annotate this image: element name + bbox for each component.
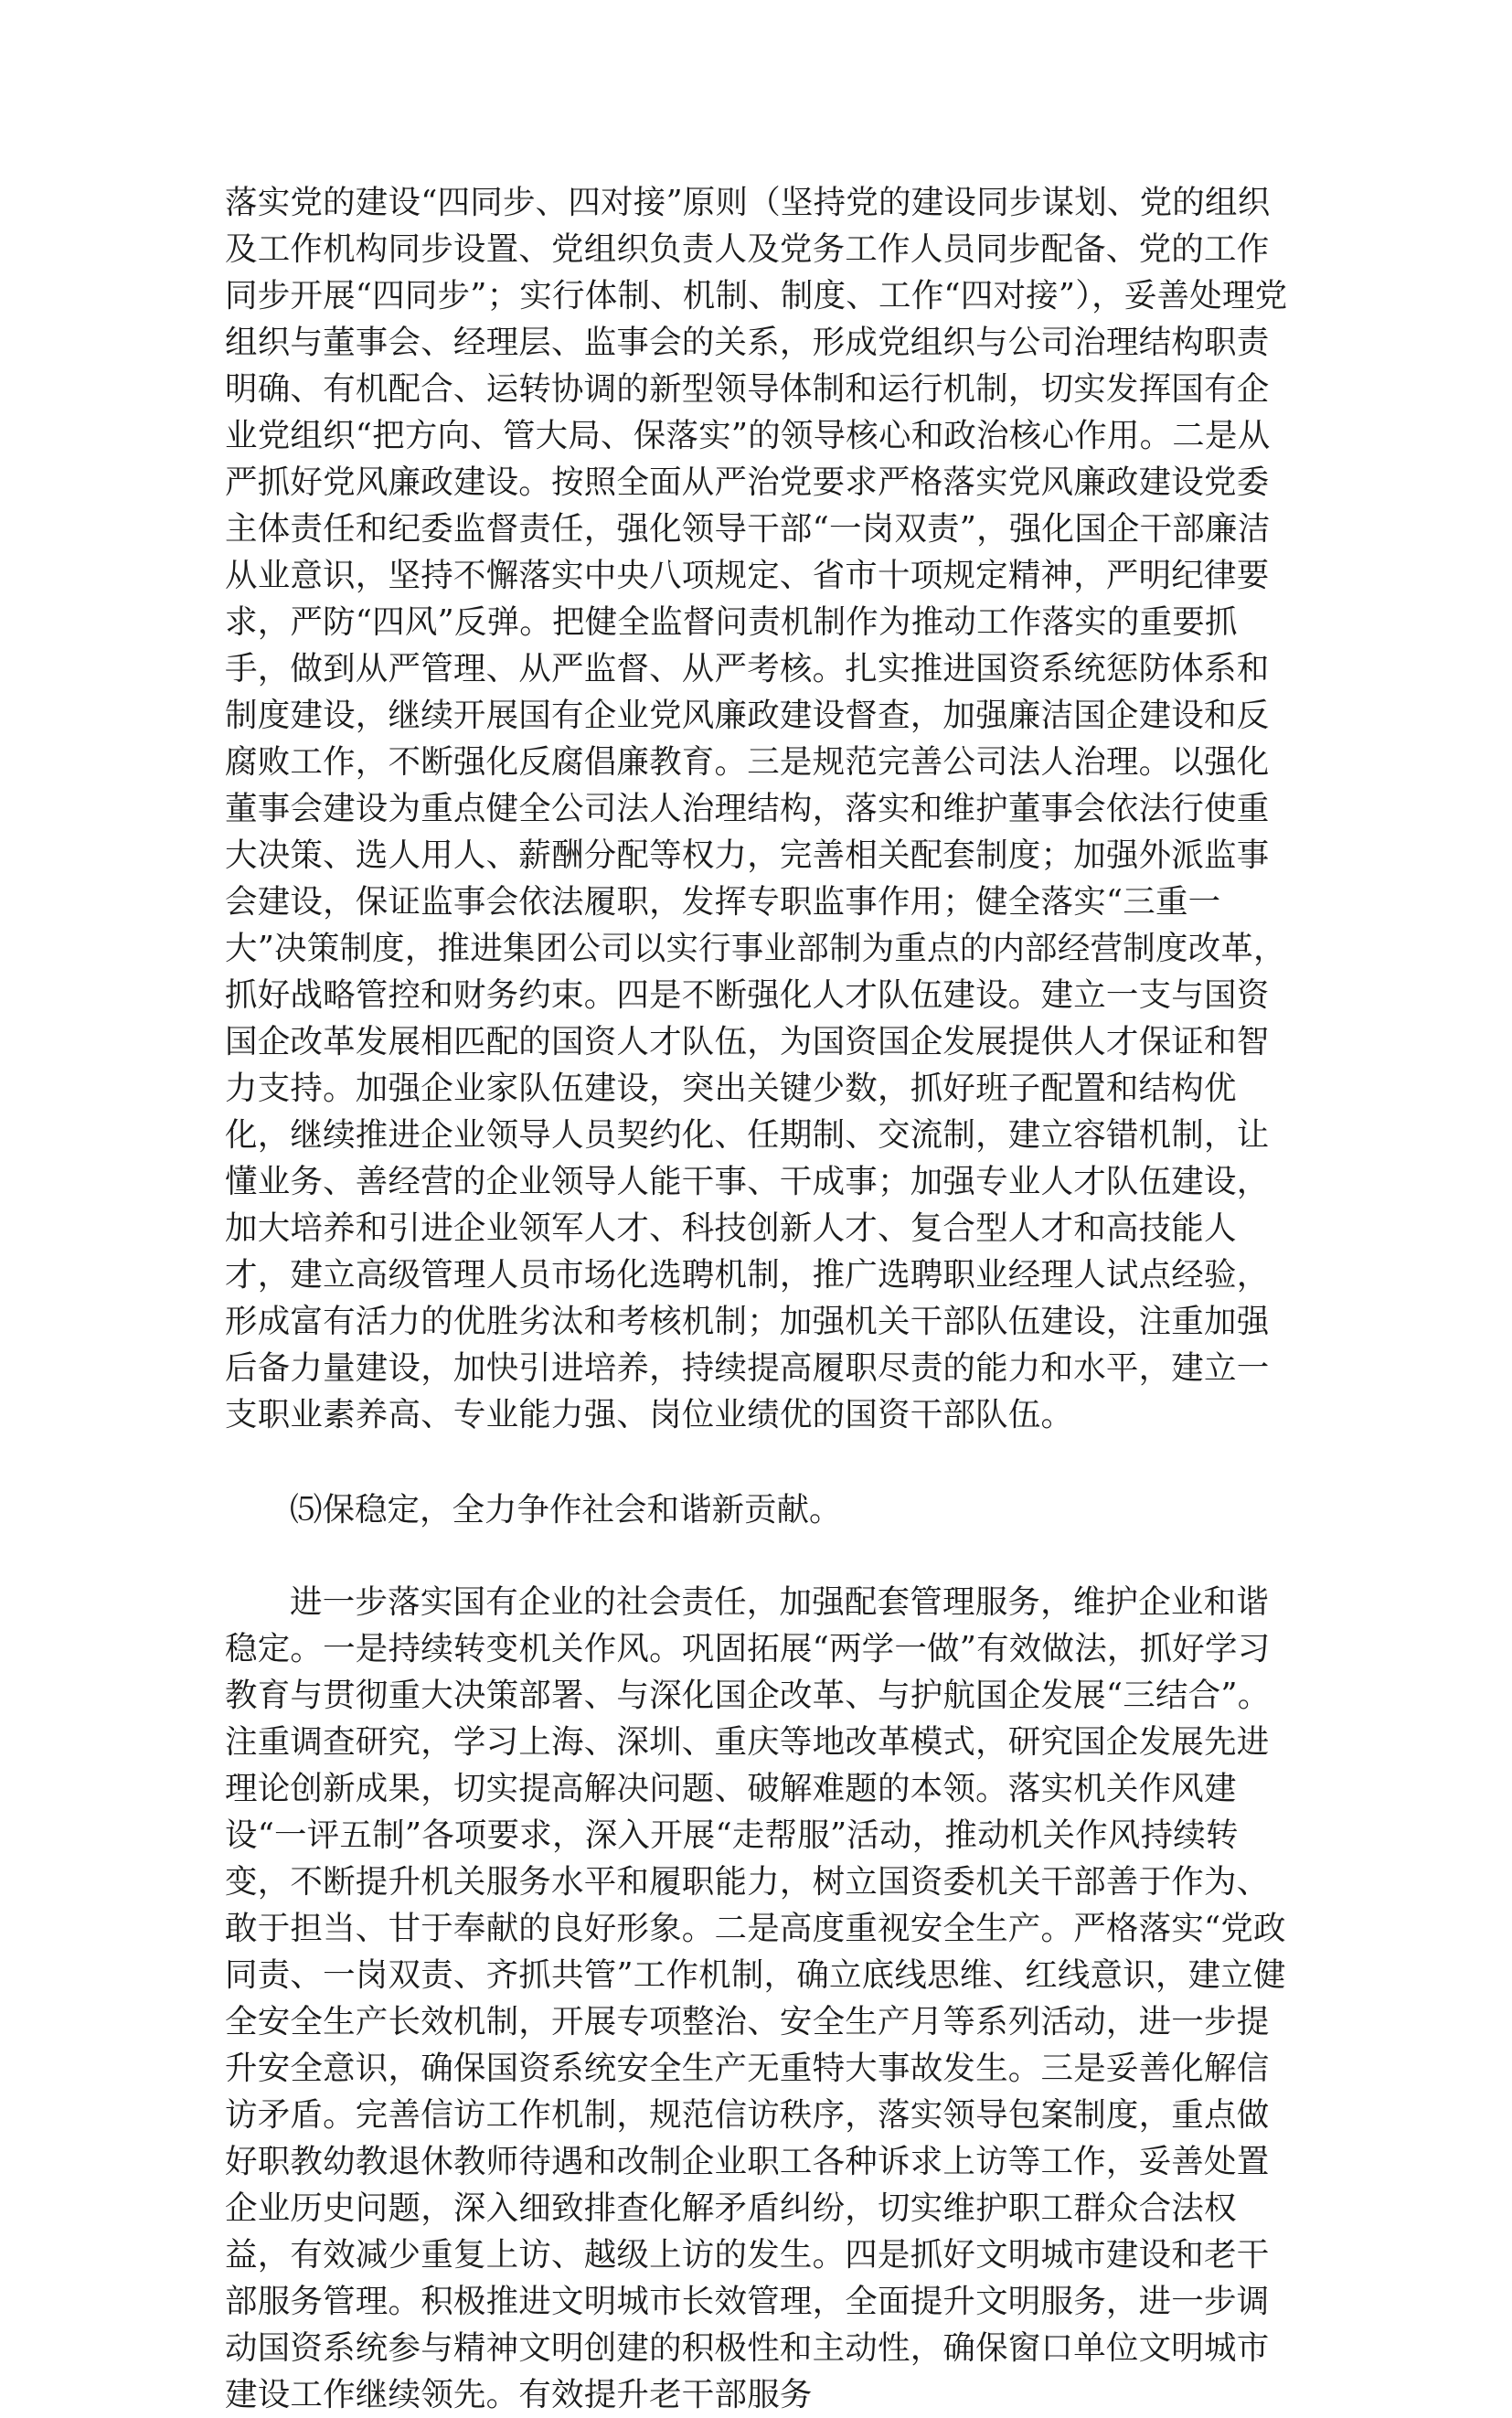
body-paragraph-stability: 进一步落实国有企业的社会责任，加强配套管理服务，维护企业和谐稳定。一是持续转变机关作风。巩固拓展“两学一做”有效做法，抓好学习教育与贯彻重大决策部署、与深化国企改革、与护航国企发展“三结合”。注重调查研究，学习上海、深圳、重庆等地改革模式，研究国企发展先进理论创新成果，切实提高解决问题、破解难题的本领。落实机关作风建设“一评五制”各项要求，深入开展“走帮服”活动，推动机关作风持续转变，不断提升机关服务水平和履职能力，树立国资委机关干部善于作为、敢于担当、甘于奉献的良好形象。二是高度重视安全生产。严格落实“党政同责、一岗双责、齐抓共管”工作机制，确立底线思维、红线意识，建立健全安全生产长效机制，开展专项整治、安全生产月等系列活动，进一步提升安全意识，确保国资系统安全生产无重特大事故发生。三是妥善化解信访矛盾。完善信访工作机制，规范信访秩序，落实领导包案制度，重点做好职教幼教退休教师待遇和改制企业职工各种诉求上访等工作，妥善处置企业历史问题，深入细致排查化解矛盾纠纷，切实维护职工群众合法权益，有效减少重复上访、越级上访的发生。四是抓好文明城市建设和老干部服务管理。积极推进文明城市长效管理，全面提升文明服务，进一步调动国资系统参与精神文明创建的积极性和主动性，确保窗口单位文明城市建设工作继续领先。有效提升老干部服务 [225, 1583, 1286, 2413]
body-paragraph-continuation: 落实党的建设“四同步、四对接”原则（坚持党的建设同步谋划、党的组织及工作机构同步设置、党组织负责人及党务工作人员同步配备、党的工作同步开展“四同步”；实行体制、机制、制度、工作“四对接”），妥善处理党组织与董事会、经理层、监事会的关系，形成党组织与公司治理结构职责明确、有机配合、运转协调的新型领导体制和运行机制，切实发挥国有企业党组织“把方向、管大局、保落实”的领导核心和政治核心作用。二是从严抓好党风廉政建设。按照全面从严治党要求严格落实党风廉政建设党委主体责任和纪委监督责任，强化领导干部“一岗双责”，强化国企干部廉洁从业意识，坚持不懈落实中央八项规定、省市十项规定精神，严明纪律要求，严防“四风”反弹。把健全监督问责机制作为推动工作落实的重要抓手，做到从严管理、从严监督、从严考核。扎实推进国资系统惩防体系和制度建设，继续开展国有企业党风廉政建设督查，加强廉洁国企建设和反腐败工作，不断强化反腐倡廉教育。三是规范完善公司法人治理。以强化董事会建设为重点健全公司法人治理结构，落实和维护董事会依法行使重大决策、选人用人、薪酬分配等权力，完善相关配套制度；加强外派监事会建设，保证监事会依法履职，发挥专职监事作用；健全落实“三重一大”决策制度，推进集团公司以实行事业部制为重点的内部经营制度改革，抓好战略管控和财务约束。四是不断强化人才队伍建设。建立一支与国资国企改革发展相匹配的国资人才队伍，为国资国企发展提供人才保证和智力支持。加强企业家队伍建设，突出关键少数，抓好班子配置和结构优化，继续推进企业领导人员契约化、任期制、交流制，建立容错机制，让懂业务、善经营的企业领导人能干事、干成事；加强专业人才队伍建设，加大培养和引进企业领军人才、科技创新人才、复合型人才和高技能人才，建立高级管理人员市场化选聘机制，推广选聘职业经理人试点经验，形成富有活力的优胜劣汰和考核机制；加强机关干部队伍建设，注重加强后备力量建设，加快引进培养，持续提高履职尽责的能力和水平，建立一支职业素养高、专业能力强、岗位业绩优的国资干部队伍。 [225, 184, 1288, 1433]
section-heading-5: ⑸保稳定，全力争作社会和谐新贡献。 [290, 1491, 842, 1529]
document-page [225, 179, 1294, 2418]
